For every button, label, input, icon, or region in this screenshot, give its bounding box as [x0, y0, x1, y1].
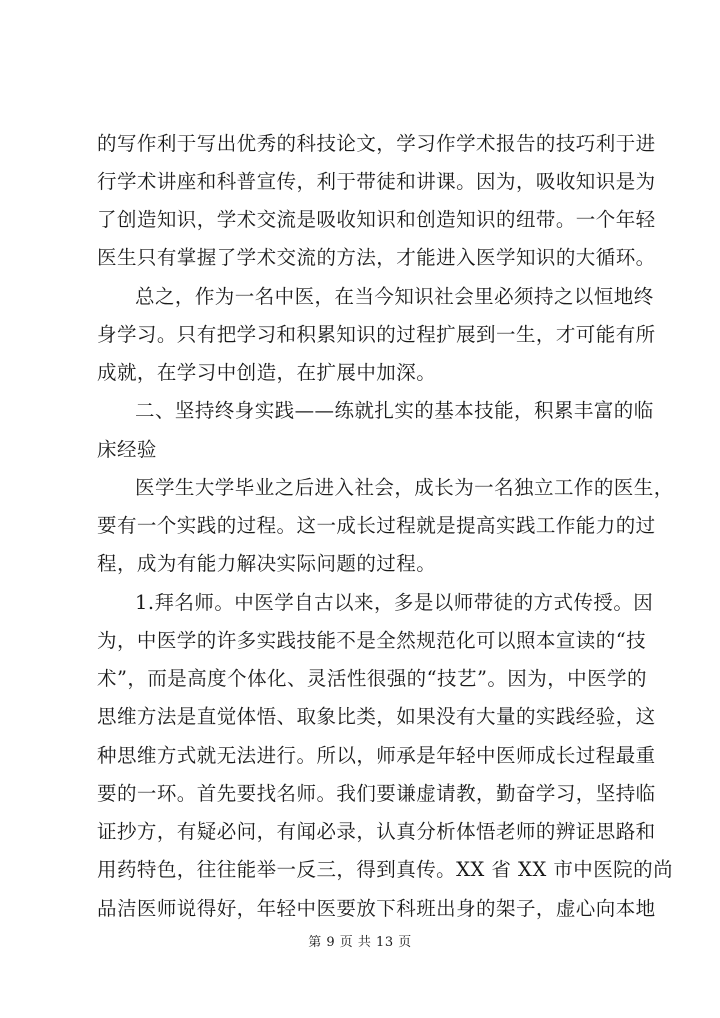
- section-heading: 二、坚持终身实践——练就扎实的基本技能，积累丰富的临: [135, 399, 654, 422]
- text-line: 术”，而是高度个体化、灵活性很强的“技艺”。因为，中医学的: [97, 667, 647, 690]
- text-line: 要有一个实践的过程。这一成长过程就是提高实践工作能力的过: [97, 514, 656, 537]
- text-line: 医生只有掌握了学术交流的方法，才能进入医学知识的大循环。: [97, 246, 656, 269]
- text-line: 行学术讲座和科普宣传，利于带徒和讲课。因为，吸收知识是为: [97, 170, 656, 193]
- text-line: 成就，在学习中创造，在扩展中加深。: [97, 361, 437, 384]
- paragraph-first-line: 医学生大学毕业之后进入社会，成长为一名独立工作的医生，: [135, 476, 674, 499]
- text-line: 身学习。只有把学习和积累知识的过程扩展到一生，才可能有所: [97, 323, 656, 346]
- text-line: 用药特色，往往能举一反三，得到真传。XX 省 XX 市中医院的尚: [97, 858, 674, 881]
- text-line: 品洁医师说得好，年轻中医要放下科班出身的架子，虚心向本地: [97, 897, 656, 920]
- section-heading-continued: 床经验: [97, 438, 157, 461]
- text-line: 了创造知识，学术交流是吸收知识和创造知识的纽带。一个年轻: [97, 208, 656, 231]
- text-line: 程，成为有能力解决实际问题的过程。: [97, 552, 437, 575]
- page-number-footer: 第 9 页 共 13 页: [308, 935, 412, 950]
- text-line: 为，中医学的许多实践技能不是全然规范化可以照本宣读的“技: [97, 629, 647, 652]
- text-line: 种思维方式就无法进行。所以，师承是年轻中医师成长过程最重: [97, 744, 656, 767]
- text-line: 要的一环。首先要找名师。我们要谦虚请教，勤奋学习，坚持临: [97, 782, 656, 805]
- text-line: 证抄方，有疑必问，有闻必录，认真分析体悟老师的辨证思路和: [97, 820, 656, 843]
- text-line: 的写作利于写出优秀的科技论文，学习作学术报告的技巧利于进: [97, 132, 656, 155]
- text-line: 思维方法是直觉体悟、取象比类，如果没有大量的实践经验，这: [97, 705, 656, 728]
- paragraph-first-line: 1.拜名师。中医学自古以来，多是以师带徒的方式传授。因: [135, 591, 654, 614]
- paragraph-first-line: 总之，作为一名中医，在当今知识社会里必须持之以恒地终: [135, 285, 654, 308]
